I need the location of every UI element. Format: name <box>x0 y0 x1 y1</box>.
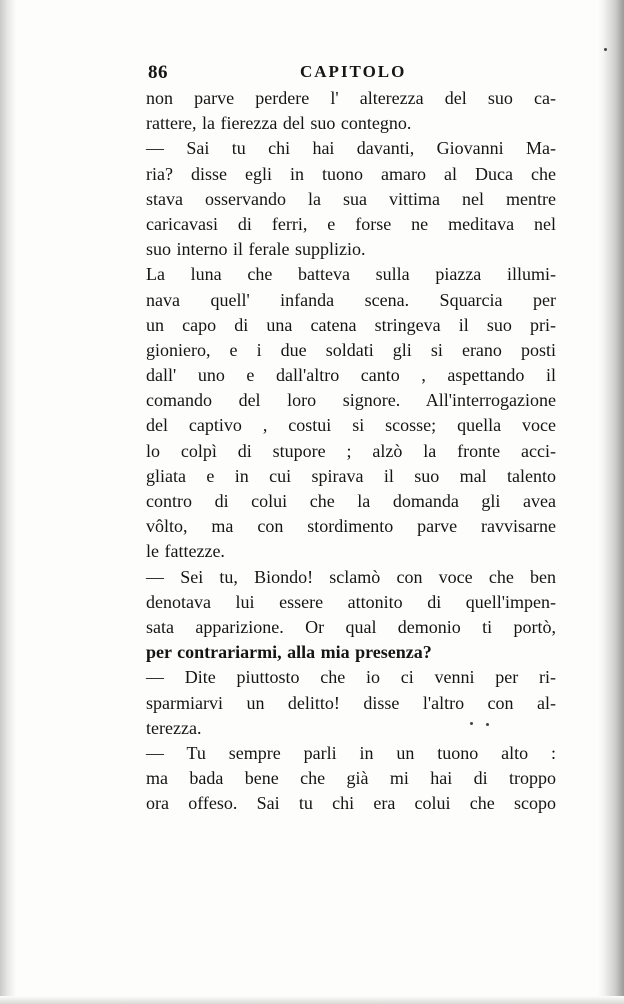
text-line: per contrariarmi, alla mia presenza? <box>146 642 432 663</box>
print-speck <box>486 723 489 726</box>
text-line: comando del loro signore. All'interrogazione <box>146 390 556 411</box>
text-line: — Sei tu, Biondo! sclamò con voce che ben <box>146 566 556 587</box>
page-right-shadow <box>598 0 624 1004</box>
page-header <box>148 62 550 86</box>
text-line: un capo di una catena stringeva il suo pri- <box>146 314 556 335</box>
text-line: non parve perdere l' alterezza del suo ca- <box>146 88 556 108</box>
text-line: caricavasi di ferri, e forse ne meditava nel <box>146 213 556 234</box>
text-line: stava osservando la sua vittima nel mentre <box>146 188 556 209</box>
text-line: La luna che batteva sulla piazza illumi- <box>146 264 556 285</box>
text-line: gliata e in cui spirava il suo mal talento <box>146 465 556 486</box>
body-text <box>146 86 556 816</box>
text-line: rattere, la fierezza del suo contegno. <box>146 113 412 134</box>
text-line: nava quell' infanda scena. Squarcia per <box>146 289 556 310</box>
page-left-shadow <box>0 0 16 1004</box>
text-line: ora offeso. Sai tu chi era colui che scopo <box>146 793 556 814</box>
text-line: sparmiarvi un delitto! disse l'altro con al- <box>146 692 556 713</box>
page-bottom-shadow <box>0 996 624 1004</box>
running-head: CAPITOLO <box>300 62 407 81</box>
text-line: suo interno il ferale supplizio. <box>146 239 366 260</box>
text-line: — Sai tu chi hai davanti, Giovanni Ma- <box>146 138 556 159</box>
text-line: — Tu sempre parli in un tuono alto : <box>146 742 556 763</box>
text-line: dall' uno e dall'altro canto , aspettando il <box>146 365 556 386</box>
print-speck <box>604 48 607 51</box>
text-line: contro di colui che la domanda gli avea <box>146 491 556 511</box>
page-number: 86 <box>148 62 168 83</box>
text-line: lo colpì di stupore ; alzò la fronte acci- <box>146 440 556 461</box>
text-line: sata apparizione. Or qual demonio ti portò, <box>146 616 556 637</box>
text-line: le fattezze. <box>146 541 225 562</box>
print-speck <box>470 722 473 725</box>
text-line: denotava lui essere attonito di quell'impen- <box>146 591 556 612</box>
text-line: terezza. <box>146 717 202 738</box>
text-line: gioniero, e i due soldati gli si erano posti <box>146 339 556 360</box>
text-line: del captivo , costui si scosse; quella voce <box>146 415 556 436</box>
text-line: ma bada bene che già mi hai di troppo <box>146 768 556 789</box>
text-line: vôlto, ma con stordimento parve ravvisarne <box>146 516 556 537</box>
text-line: ria? disse egli in tuono amaro al Duca che <box>146 163 556 184</box>
text-line: — Dite piuttosto che io ci venni per ri- <box>146 667 556 688</box>
